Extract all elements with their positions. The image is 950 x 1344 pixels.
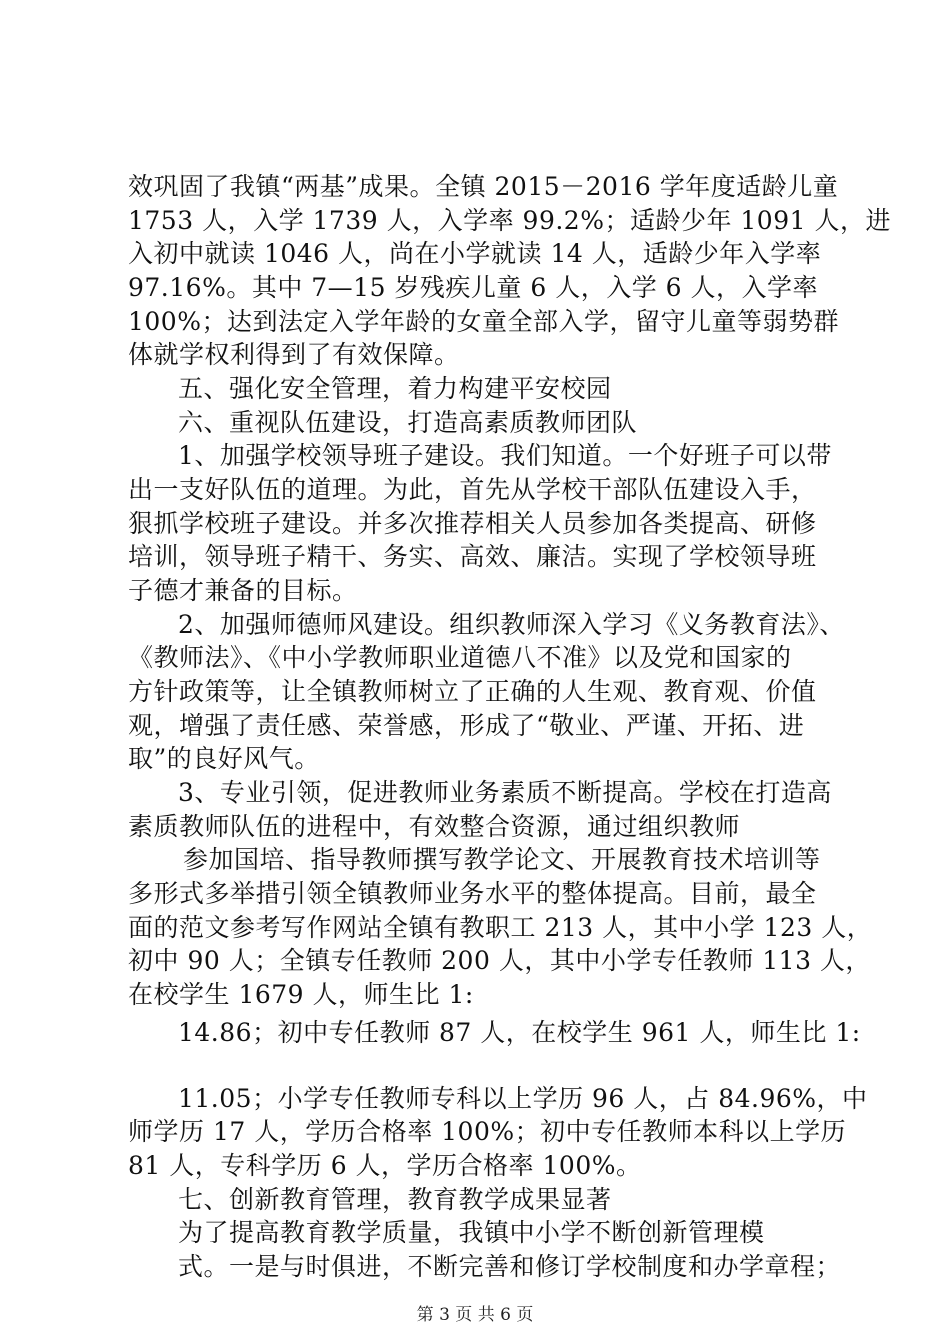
text-line: 2、加强师德师风建设。组织教师深入学习《义务教育法》、	[178, 609, 845, 639]
text-line: 在校学生 1679 人，师生比 1:	[128, 979, 474, 1009]
text-line: 师学历 17 人，学历合格率 100%；初中专任教师本科以上学历	[128, 1117, 847, 1147]
text-line: 素质教师队伍的进程中，有效整合资源，通过组织教师	[128, 811, 741, 841]
text-line: 100%；达到法定入学年龄的女童全部入学，留守儿童等弱势群	[128, 306, 839, 336]
text-line: 观，增强了责任感、荣誉感，形成了“敬业、严谨、开拓、进	[128, 710, 805, 740]
text-line: 出一支好队伍的道理。为此，首先从学校干部队伍建设入手，	[128, 474, 817, 504]
text-line: 《教师法》、《中小学教师职业道德八不准》以及党和国家的	[128, 643, 792, 673]
text-line: 3、专业引领，促进教师业务素质不断提高。学校在打造高	[178, 777, 832, 807]
text-line: 11.05；小学专任教师专科以上学历 96 人，占 84.96%，中	[178, 1083, 868, 1113]
text-line: 97.16%。其中 7—15 岁残疾儿童 6 人，入学 6 人，入学率	[128, 273, 819, 302]
text-line: 初中 90 人；全镇专任教师 200 人，其中小学专任教师 113 人，	[128, 946, 871, 976]
text-line: 式。一是与时俱进，不断完善和修订学校制度和办学章程；	[178, 1252, 842, 1281]
text-line: 多形式多举措引领全镇教师业务水平的整体提高。目前，最全	[128, 878, 817, 908]
text-line: 1753 人，入学 1739 人，入学率 99.2%；适龄少年 1091 人，进	[128, 205, 891, 235]
section-heading: 七、创新教育管理，教育教学成果显著	[178, 1184, 612, 1214]
text-line: 面的范文参考写作网站全镇有教职工 213 人，其中小学 123 人，	[128, 912, 873, 942]
text-line: 子德才兼备的目标。	[128, 575, 358, 605]
text-line: 参加国培、指导教师撰写教学论文、开展教育技术培训等	[183, 845, 821, 875]
text-line: 体就学权利得到了有效保障。	[128, 340, 460, 370]
text-line: 14.86；初中专任教师 87 人，在校学生 961 人，师生比 1:	[178, 1018, 861, 1048]
text-line: 培训，领导班子精干、务实、高效、廉洁。实现了学校领导班	[128, 542, 817, 572]
section-heading: 六、重视队伍建设，打造高素质教师团队	[178, 407, 638, 437]
text-line: 1、加强学校领导班子建设。我们知道。一个好班子可以带	[178, 441, 832, 471]
text-line: 入初中就读 1046 人，尚在小学就读 14 人，适龄少年入学率	[128, 239, 822, 269]
text-line: 取”的良好风气。	[128, 744, 320, 774]
text-line: 狠抓学校班子建设。并多次推荐相关人员参加各类提高、研修	[128, 508, 817, 538]
text-line: 效巩固了我镇“两基”成果。全镇 2015－2016 学年度适龄儿童	[128, 172, 839, 201]
text-line: 方针政策等，让全镇教师树立了正确的人生观、教育观、价值	[128, 676, 817, 706]
page-footer: 第 3 页 共 6 页	[416, 1305, 534, 1325]
text-line: 81 人，专科学历 6 人，学历合格率 100%。	[128, 1151, 642, 1180]
text-line: 为了提高教育教学质量，我镇中小学不断创新管理模	[178, 1218, 765, 1248]
section-heading: 五、强化安全管理，着力构建平安校园	[178, 374, 612, 403]
